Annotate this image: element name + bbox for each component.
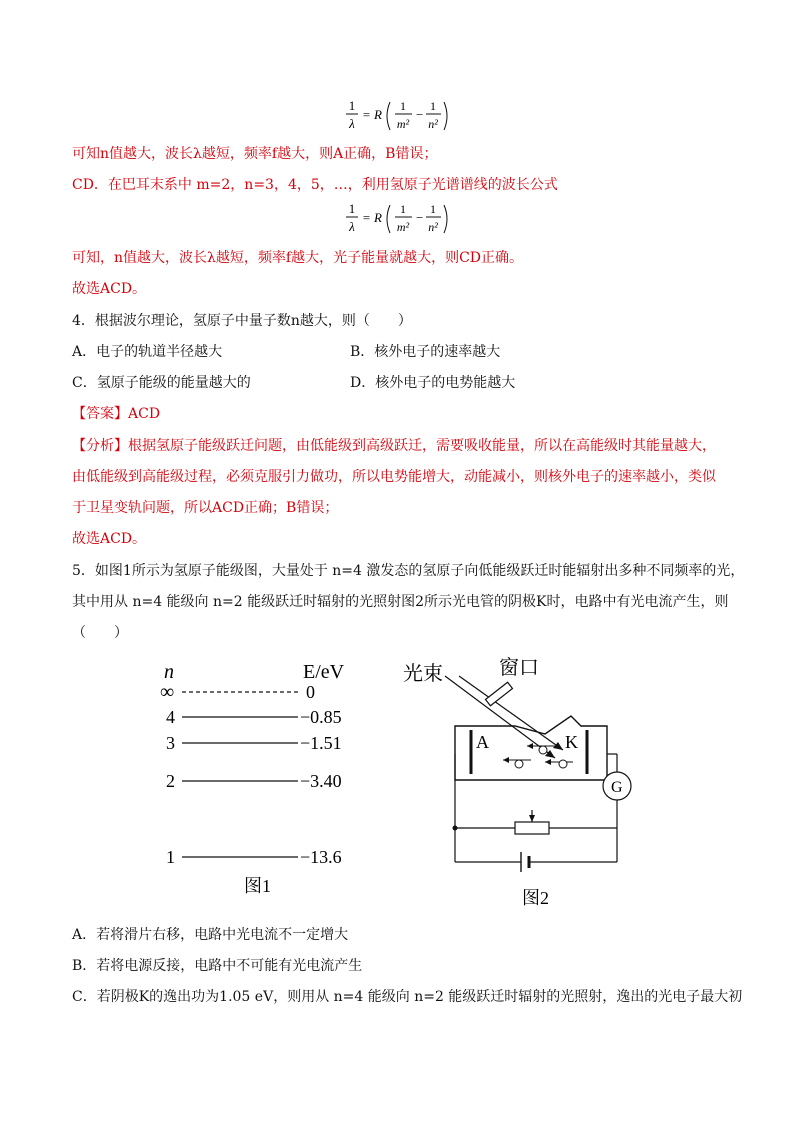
formula-eq-R: = R [362,107,382,122]
fig2-beam-label: 光束 [403,663,443,685]
formula2-minus: − [416,210,424,225]
fig1-level-2-e: −3.40 [300,771,342,791]
formula-svg-2 [340,199,460,239]
fig2-caption: 图2 [522,888,549,908]
q5-stem-2: 其中用从 n=4 能级向 n=2 能级跃迁时辐射的光照射图2所示光电管的阴极K时，电路中有光电流产生，则 [72,594,729,610]
q4-answer: 【答案】ACD [72,406,161,422]
phototube-circuit [395,650,645,915]
q4-analysis-3: 于卫星变轨问题，所以ACD正确；B错误； [72,500,339,516]
formula-den2: n² [428,117,438,131]
fig1-n-label: n [164,661,174,683]
fig1-level-1-n: 1 [166,847,175,867]
formula-rydberg-2 [340,199,460,239]
q4-option-a: A．电子的轨道半径越大 [72,344,223,360]
fig1-level-3-n: 3 [166,733,175,753]
q5-stem-3: （ ） [72,625,128,641]
fig1-level-4-n: 4 [166,707,175,727]
formula2-den2: n² [428,220,438,234]
formula2-lhs-num: 1 [348,201,356,216]
q4-analysis-2: 由低能级到高能级过程，必须克服引力做功，所以电势能增大，动能减小，则核外电子的速率越小，类似 [72,469,716,485]
q5-option-a: A．若将滑片右移，电路中光电流不一定增大 [72,927,349,943]
q4-option-c: C．氢原子能级的能量越大的 [72,375,251,391]
fig2-window-label: 窗口 [499,657,539,679]
formula2-num2: 1 [430,202,436,216]
fig1-caption: 图1 [244,876,271,896]
fig1-level-inf-e: 0 [306,682,315,702]
formula2-den1: m² [396,220,410,234]
fig1-level-inf-n: ∞ [160,681,175,703]
fig2-window-glass [486,682,513,706]
q5-stem-1: 5．如图1所示为氢原子能级图，大量处于 n=4 激发态的氢原子向低能级跃迁时能辐射出多种不同频率的光， [72,563,745,579]
explanation-line-2: CD．在巴耳末系中 m=2，n=3，4，5，…，利用氢原子光谱谱线的波长公式 [72,177,558,193]
fig1-level-2-n: 2 [166,771,175,791]
q4-stem: 4．根据波尔理论，氢原子中量子数n越大，则（ ） [72,313,412,329]
fig2-galvanometer-label: G [611,779,623,796]
fig1-e-label: E/eV [303,661,345,683]
fig1-level-3-e: −1.51 [300,733,342,753]
explanation-line-3: 可知，n值越大，波长λ越短，频率f越大，光子能量就越大，则CD正确。 [72,250,524,266]
q4-option-d: D．核外电子的电势能越大 [350,375,516,391]
q5-option-b: B．若将电源反接，电路中不可能有光电流产生 [72,958,363,974]
formula-svg [340,96,460,136]
fig2-rheostat [515,822,549,834]
formula-lhs-den: λ [349,116,355,131]
formula-den1: m² [396,117,410,131]
formula-num2: 1 [430,99,436,113]
formula-minus: − [416,107,424,122]
formula2-eq-R: = R [362,210,382,225]
formula2-lhs-den: λ [349,219,355,234]
formula-rydberg-1 [340,96,460,136]
formula-lhs-num: 1 [348,98,356,113]
fig2-anode-label: A [476,732,489,752]
explanation-line-4: 故选ACD。 [72,281,147,297]
fig1-level-1-e: −13.6 [300,847,342,867]
q4-option-b: B．核外电子的速率越大 [350,344,501,360]
q5-option-c: C．若阴极K的逸出功为1.05 eV，则用从 n=4 能级向 n=2 能级跃迁时辐射的光照射，逸出的光电子最大初 [72,989,743,1005]
q4-conclusion: 故选ACD。 [72,531,147,547]
fig2-cathode-label: K [565,732,578,752]
explanation-line-1: 可知n值越大，波长λ越短，频率f越大，则A正确，B错误； [72,146,438,162]
fig1-level-4-e: −0.85 [300,707,342,727]
formula-num1: 1 [400,99,406,113]
q4-analysis-1: 【分析】根据氢原子能级跃迁问题，由低能级到高级跃迁，需要吸收能量，所以在高能级时其能量越大， [72,438,716,454]
formula2-num1: 1 [400,202,406,216]
energy-level-diagram [150,650,380,900]
